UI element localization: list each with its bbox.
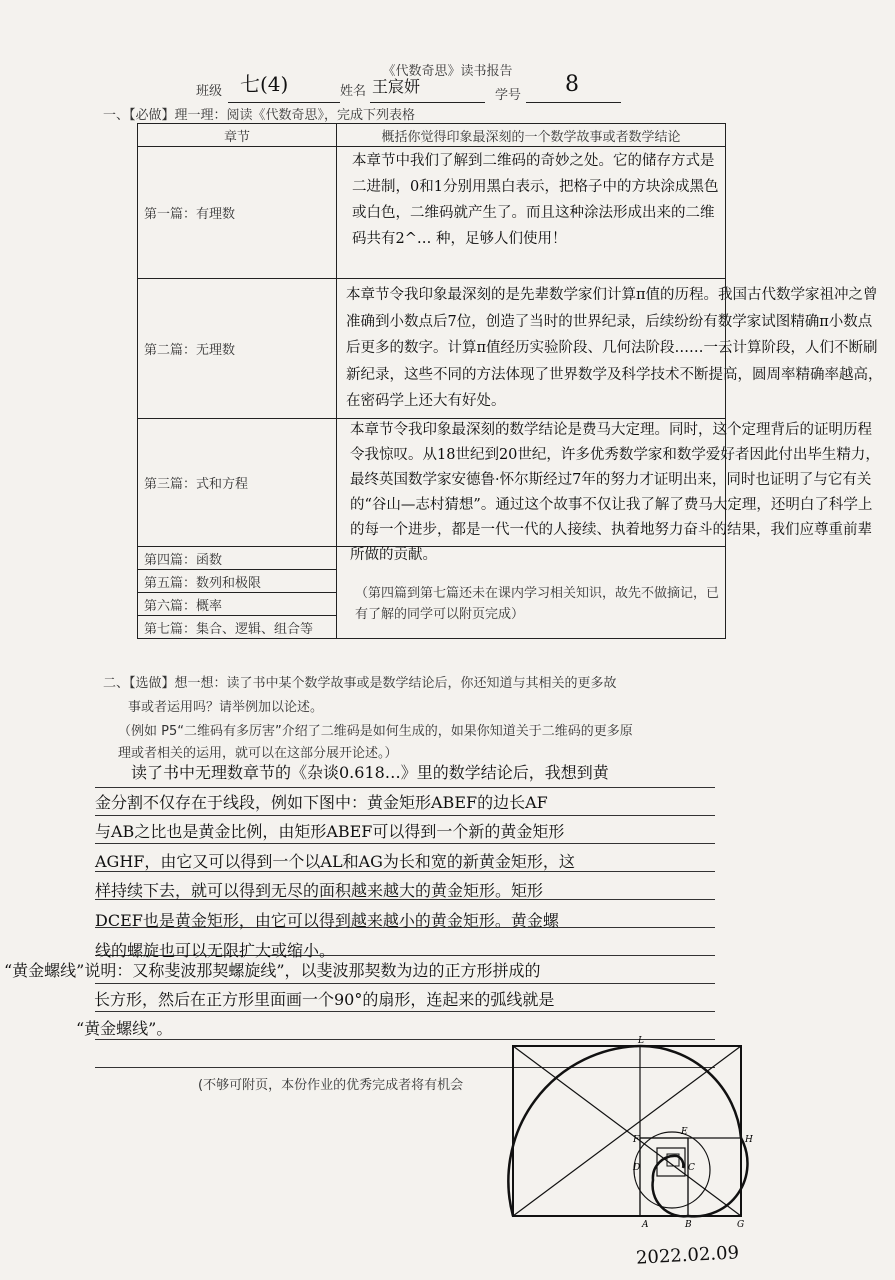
chapter-7: 第七篇：集合、逻辑、组合等 [138, 616, 337, 639]
part2-example-2: 理或者相关的运用，就可以在这部分展开论述。） [118, 746, 398, 761]
point-label: F [633, 1135, 640, 1145]
essay-line: 读了书中无理数章节的《杂谈0.618…》里的数学结论后，我想到黄 [131, 763, 609, 782]
spiral-note-line: “黄金螺线”说明：又称斐波那契螺旋线”，以斐波那契数为边的正方形拼成的 [4, 961, 541, 980]
answer-1: 本章节中我们了解到二维码的奇妙之处。它的储存方式是二进制，0和1分别用黑白表示，把格子中的方块涂成黑色或白色，二维码就产生了。而且这种涂法形成出来的二维码共有2^… 种，足够人们使用！ [352, 153, 719, 247]
part2-example-1: （例如 P5“二维码有多厉害”介绍了二维码是如何生成的，如果你知道关于二维码的更多原 [118, 724, 633, 739]
circle-guide [634, 1132, 710, 1208]
answer-3: 本章节令我印象最深刻的数学结论是费马大定理。同时，这个定理背后的证明历程令我惊叹。从18世纪到20世纪，许多优秀数学家和数学爱好者因此付出毕生精力，最终英国数学家安德鲁·怀尔斯经过7年的努力才证明出来，同时也证明了与它有关的“谷山—志村猜想”。通过这个故事不仅让我了解了费马大定理，还明白了科学上的每一个进步，都是一代一代的人接续、执着地努力奋斗的结果，我们应尊重前辈所做的贡献。 [350, 422, 880, 563]
spiral-note-line: “黄金螺线”。 [76, 1019, 173, 1038]
chapter-3: 第三篇：式和方程 [138, 419, 337, 547]
answer-later: （第四篇到第七篇还未在课内学习相关知识，故先不做摘记，已有了解的同学可以附页完成） [355, 586, 720, 622]
point-label: D [633, 1163, 641, 1173]
point-label: A [642, 1220, 649, 1230]
part2-heading-2: 事或者运用吗？请举例加以论述。 [128, 700, 324, 715]
point-label: H [745, 1135, 753, 1145]
essay-line: 线的螺旋也可以无限扩大或缩小。 [95, 940, 336, 960]
chapter-1: 第一篇：有理数 [138, 147, 337, 279]
class-label: 班级 [196, 84, 223, 99]
part2-heading-1: 二、【选做】想一想：读了书中某个数学故事或是数学结论后，你还知道与其相关的更多故 [103, 676, 617, 691]
inner-rectangle [640, 1138, 688, 1216]
report-title: 《代数奇思》读书报告 [382, 64, 513, 79]
essay-text [95, 758, 715, 965]
point-label: B [685, 1220, 692, 1230]
chapter-2: 第二篇：无理数 [138, 279, 337, 419]
golden-spiral-figure [505, 1030, 765, 1230]
point-label: C [688, 1163, 695, 1173]
name-value: 王宸妍 [372, 77, 421, 96]
essay-line: AGHF，由它又可以得到一个以AL和AG为长和宽的新黄金矩形，这 [95, 851, 575, 871]
part1-heading: 一、【必做】理一理：阅读《代数奇思》，完成下列表格 [103, 108, 416, 123]
point-label: L [638, 1036, 644, 1046]
name-label: 姓名 [340, 84, 367, 99]
spiral-note-line: 长方形，然后在正方形里面画一个90°的扇形，连起来的弧线就是 [94, 990, 555, 1009]
essay-line: 样持续下去，就可以得到无尽的面积越来越大的黄金矩形。矩形 [95, 881, 544, 901]
col-header-chapter: 章节 [138, 124, 337, 147]
id-label: 学号 [495, 88, 522, 103]
id-value: 8 [565, 72, 579, 97]
chapter-4: 第四篇：函数 [138, 547, 337, 570]
point-label: E [681, 1127, 688, 1137]
chapter-5: 第五篇：数列和极限 [138, 570, 337, 593]
col-header-summary: 概括你觉得印象最深刻的一个数学故事或者数学结论 [337, 124, 726, 147]
date: 2022.02.09 [635, 1242, 740, 1269]
class-value: 七(4) [240, 72, 289, 96]
footer-note: (不够可附页，本份作业的优秀完成者将有机会 [198, 1078, 464, 1093]
essay-line: 金分割不仅存在于线段，例如下图中：黄金矩形ABEF的边长AF [95, 792, 548, 812]
answer-2: 本章节令我印象最深刻的是先辈数学家们计算π值的历程。我国古代数学家祖冲之曾准确到小数点后7位，创造了当时的世界纪录，后续纷纷有数学家试图精确π小数点后更多的数字。计算π值经历实验阶段、几何法阶段……一云计算阶段，人们不断刷新纪录，这些不同的方法体现了世界数学及科学技术不断提高，圆周率精确率越高，在密码学上还大有好处。 [346, 287, 883, 409]
point-label: G [737, 1220, 745, 1230]
essay-line: 与AB之比也是黄金比例，由矩形ABEF可以得到一个新的黄金矩形 [95, 822, 565, 842]
essay-line: DCEF也是黄金矩形，由它可以得到越来越小的黄金矩形。黄金螺 [95, 910, 559, 930]
chapter-6: 第六篇：概率 [138, 593, 337, 616]
